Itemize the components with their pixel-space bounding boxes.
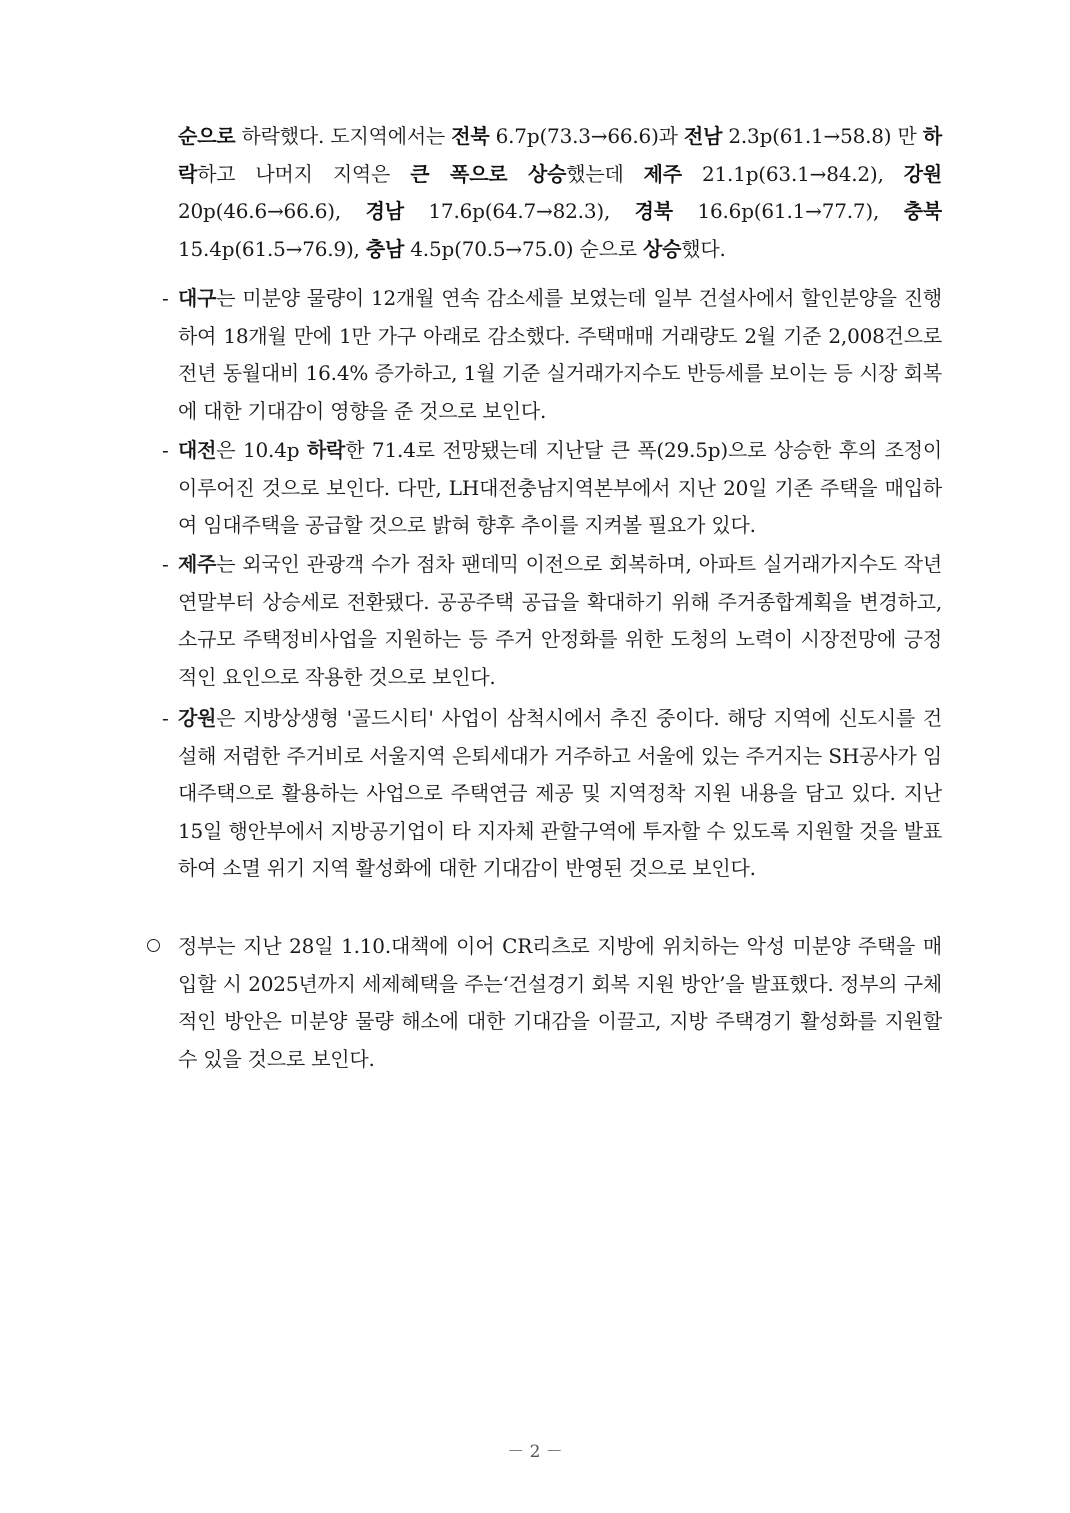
circle-item-government xyxy=(147,928,942,1078)
text-span: 16.6p(61.1→77.7), xyxy=(672,199,904,223)
text-span: 하고 나머지 지역은 xyxy=(197,161,411,186)
bullet-text xyxy=(178,432,942,545)
dash-marker: - xyxy=(162,706,169,730)
text-span: 17.6p(64.7→82.3), xyxy=(403,199,635,223)
region-name: 대구 xyxy=(178,286,217,310)
dash-marker: - xyxy=(162,286,169,310)
bold-text: 강원 xyxy=(903,161,942,186)
bold-text: 순으로 xyxy=(178,124,236,148)
bullet-body: 는 외국인 관광객 수가 점차 팬데믹 이전으로 회복하며, 아파트 실거래가지수도 작년 연말부터 상승세로 전환됐다. 공공주택 공급을 확대하기 위해 주거종합계획을 변경하고, 소규모 주택정비사업을 지원하는 등 주거 안정화를 위한 도청의 노력이 시장전망에 긍정적인 요인으로 작용한 것으로 보인다. xyxy=(178,552,942,689)
bullet-body: 은 지방상생형 '골드시티' 사업이 삼척시에서 추진 중이다. 해당 지역에 신도시를 건설해 저렴한 주거비로 서울지역 은퇴세대가 거주하고 서울에 있는 주거지는 SH공사가 임대주택으로 활용하는 사업으로 주택연금 제공 및 지역정착 지원 내용을 담고 있다. 지난 15일 행안부에서 지방공기업이 타 지자체 관할구역에 투자할 수 있도록 지원할 것을 발표하여 소멸 위기 지역 활성화에 대한 기대감이 반영된 것으로 보인다. xyxy=(178,706,942,880)
text-span: 6.7p(73.3→66.6)과 xyxy=(489,124,684,148)
bullet-body: 는 미분양 물량이 12개월 연속 감소세를 보였는데 일부 건설사에서 할인분양을 진행하여 18개월 만에 1만 가구 아래로 감소했다. 주택매매 거래량도 2월 기준 2,008건으로 전년 동월대비 16.4% 증가하고, 1월 기준 실거래가지수도 반등세를 보이는 등 시장 회복에 대한 기대감이 영향을 준 것으로 보인다. xyxy=(178,286,942,423)
text-span: 했는데 xyxy=(566,161,644,186)
region-name: 강원 xyxy=(178,706,217,730)
bullet-body: 은 10.4p xyxy=(216,438,307,462)
text-span: 2.3p(61.1→58.8) 만 xyxy=(722,124,923,148)
page-number: － 2 － xyxy=(507,1442,563,1462)
intro-paragraph xyxy=(178,118,942,268)
bullet-text xyxy=(178,700,942,888)
dash-marker: - xyxy=(162,552,169,576)
circle-bullet-icon xyxy=(147,939,160,952)
bold-text: 전남 xyxy=(683,124,723,148)
bold-text: 충북 xyxy=(903,199,942,223)
bold-text: 전북 xyxy=(451,124,490,148)
bold-text: 큰 폭으로 상승 xyxy=(410,161,567,186)
bold-text: 하락 xyxy=(178,124,942,186)
bold-text: 충남 xyxy=(365,236,405,261)
bold-text: 경남 xyxy=(365,199,404,223)
bullet-body: 한 71.4로 전망됐는데 지난달 큰 폭(29.5p)으로 상승한 후의 조정이 이루어진 것으로 보인다. 다만, LH대전충남지역본부에서 지난 20일 기존 주택을 매입하여 임대주택을 공급할 것으로 밝혀 향후 추이를 지켜볼 필요가 있다. xyxy=(178,438,942,537)
bold-text: 제주 xyxy=(643,161,682,186)
dash-marker: - xyxy=(162,438,169,462)
bullet-text xyxy=(178,546,942,696)
bullet-gangwon xyxy=(152,700,942,888)
bold-text: 상승 xyxy=(643,236,682,261)
region-name: 제주 xyxy=(178,552,217,576)
bullet-text xyxy=(178,280,942,430)
text-span: 4.5p(70.5→75.0) 순으로 xyxy=(404,236,643,261)
text-span: 15.4p(61.5→76.9), xyxy=(178,236,366,261)
text-span: 20p(46.6→66.6), xyxy=(178,199,366,223)
region-name: 대전 xyxy=(178,438,217,462)
bold-text: 경북 xyxy=(634,199,673,223)
text-span: 했다. xyxy=(681,236,726,261)
bullet-jeju xyxy=(152,546,942,696)
bold-text: 하락 xyxy=(306,438,346,462)
bullet-daegu xyxy=(152,280,942,430)
circle-item-text: 정부는 지난 28일 1.10.대책에 이어 CR리츠로 지방에 위치하는 악성 미분양 주택을 매입할 시 2025년까지 세제혜택을 주는‘건설경기 회복 지원 방안’을 발표했다. 정부의 구체적인 방안은 미분양 물량 해소에 대한 기대감을 이끌고, 지방 주택경기 활성화를 지원할 수 있을 것으로 보인다. xyxy=(178,934,942,1071)
text-span: 21.1p(63.1→84.2), xyxy=(681,161,904,186)
bullet-daejeon xyxy=(152,432,942,545)
text-span: 하락했다. 도지역에서는 xyxy=(235,124,452,148)
